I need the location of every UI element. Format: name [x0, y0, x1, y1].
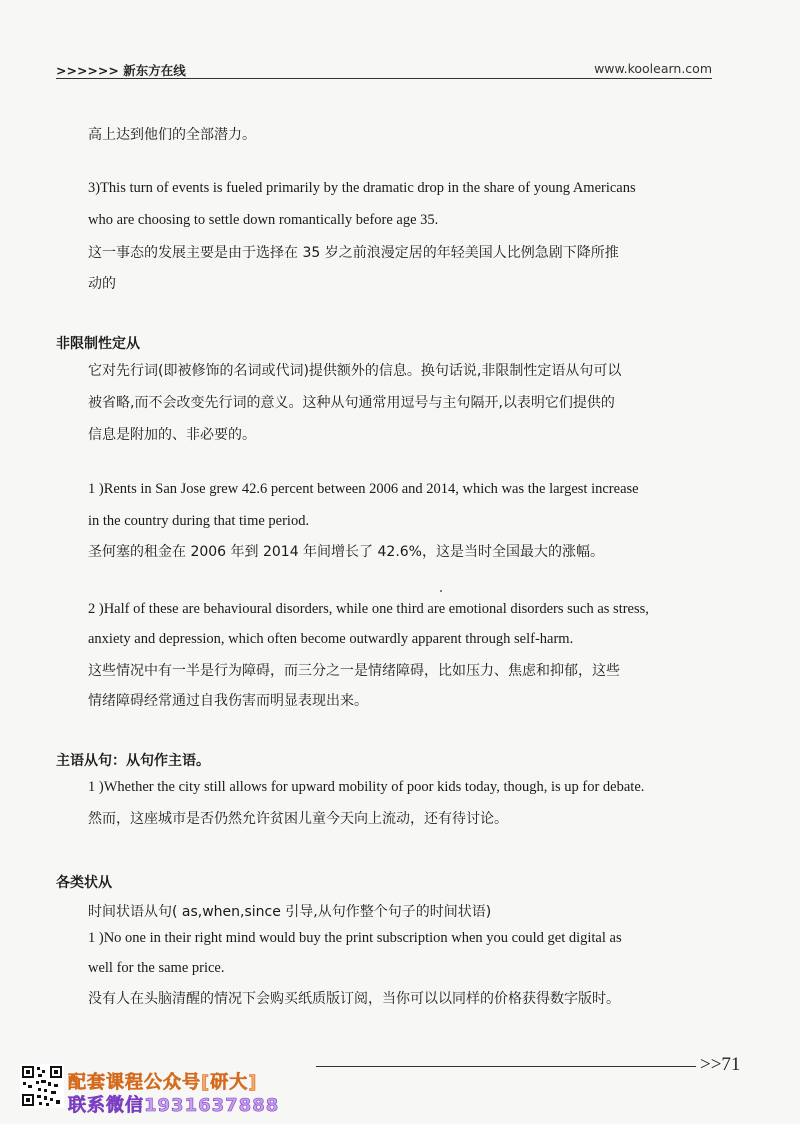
text-line: 高上达到他们的全部潜力。: [88, 127, 256, 143]
example-english: well for the same price.: [88, 960, 225, 976]
example-english: 1 )No one in their right mind would buy the print subscription when you could get digital as: [88, 930, 622, 946]
promo-banner-line: 配套课程公众号[研大]: [68, 1072, 258, 1093]
text-line: 时间状语从句( as,when,since 引导,从句作整个句子的时间状语): [88, 904, 492, 920]
example-chinese: 情绪障碍经常通过自我伤害而明显表现出来。: [88, 693, 368, 709]
text-line: 被省略,而不会改变先行词的意义。这种从句通常用逗号与主句隔开,以表明它们提供的: [88, 395, 615, 411]
example-chinese: 这一事态的发展主要是由于选择在 35 岁之前浪漫定居的年轻美国人比例急剧下降所推: [88, 245, 619, 261]
section-heading: 各类状从: [56, 875, 112, 891]
example-english: who are choosing to settle down romantically before age 35.: [88, 212, 439, 228]
qr-code-icon: [20, 1064, 64, 1108]
example-chinese: 圣何塞的租金在 2006 年到 2014 年间增长了 42.6%，这是当时全国最大的涨幅。: [88, 544, 604, 560]
section-heading: 非限制性定从: [56, 336, 140, 352]
text-line: 它对先行词(即被修饰的名词或代词)提供额外的信息。换句话说,非限制性定语从句可以: [88, 363, 622, 379]
section-heading: 主语从句：从句作主语。: [56, 753, 210, 769]
header-url: www.koolearn.com: [594, 61, 712, 76]
example-english: 1 )Rents in San Jose grew 42.6 percent between 2006 and 2014, which was the largest increase: [88, 481, 639, 497]
header-brand: >>>>>> 新东方在线: [56, 63, 186, 78]
example-chinese: 然而，这座城市是否仍然允许贫困儿童今天向上流动，还有待讨论。: [88, 811, 508, 827]
example-english: in the country during that time period.: [88, 513, 310, 529]
example-english: 3)This turn of events is fueled primarily by the dramatic drop in the share of young Americans: [88, 180, 636, 196]
print-speck: [440, 590, 442, 592]
example-chinese: 这些情况中有一半是行为障碍，而三分之一是情绪障碍，比如压力、焦虑和抑郁，这些: [88, 663, 620, 679]
example-chinese: 没有人在头脑清醒的情况下会购买纸质版订阅，当你可以以同样的价格获得数字版时。: [88, 991, 620, 1007]
promo-banner-line: 联系微信1931637888: [68, 1095, 280, 1116]
example-english: 1 )Whether the city still allows for upward mobility of poor kids today, though, is up for debate.: [88, 779, 645, 795]
example-english: 2 )Half of these are behavioural disorders, while one third are emotional disorders such as stress,: [88, 601, 649, 617]
footer-rule: [316, 1066, 696, 1067]
text-line: 信息是附加的、非必要的。: [88, 427, 256, 443]
example-chinese: 动的: [88, 276, 116, 292]
page-header: [56, 58, 712, 79]
example-english: anxiety and depression, which often become outwardly apparent through self-harm.: [88, 631, 574, 647]
page-number: >>71: [700, 1054, 741, 1075]
